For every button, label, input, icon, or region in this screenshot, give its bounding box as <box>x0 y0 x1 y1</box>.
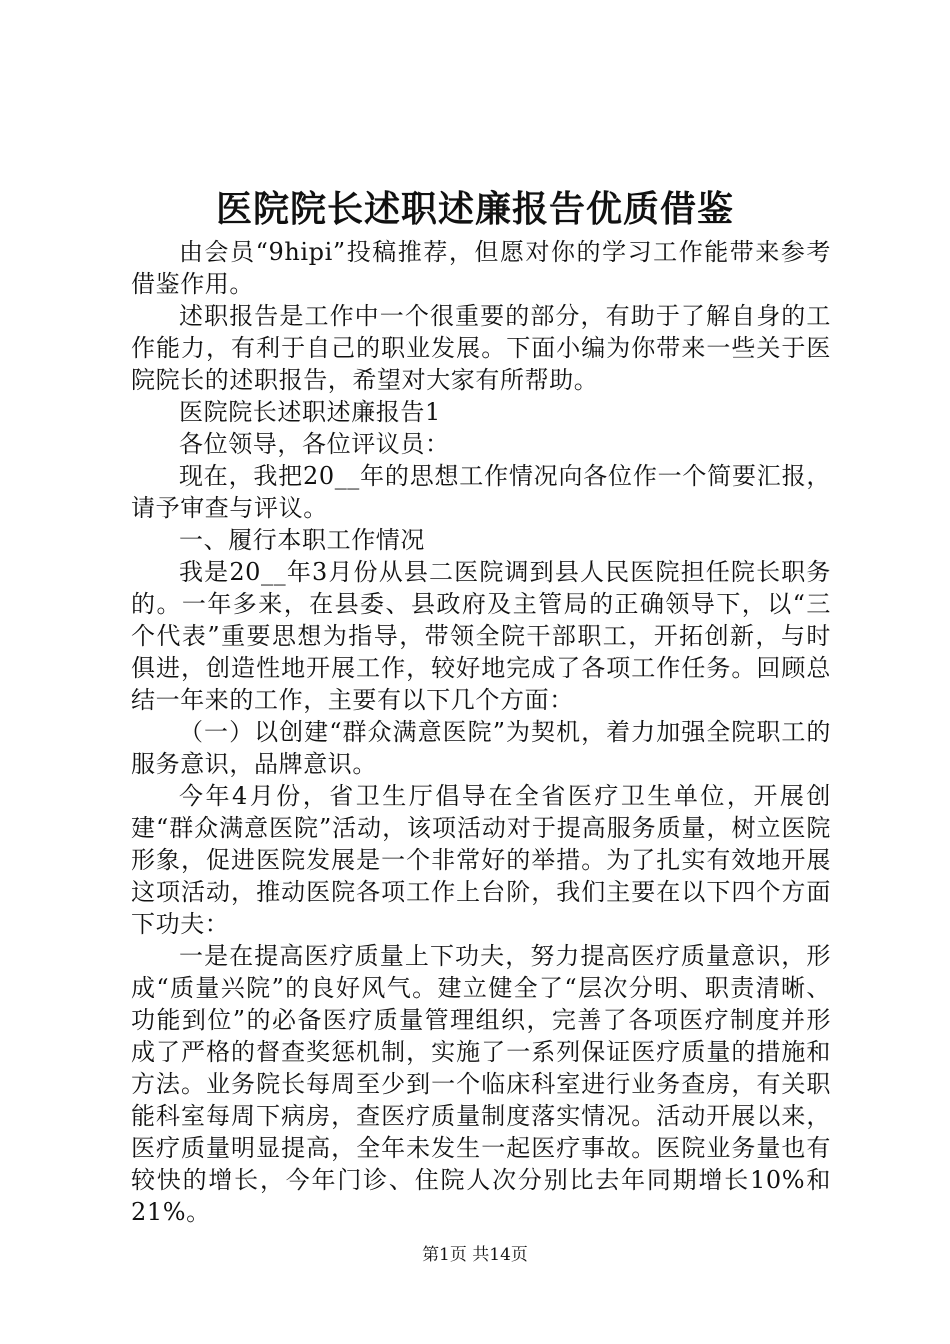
paragraph: 我是20__年3月份从县二医院调到县人民医院担任院长职务的。一年多来，在县委、县政府及主管局的正确领导下，以“三个代表”重要思想为指导，带领全院干部职工，开拓创新，与时俱进，创造性地开展工作，较好地完成了各项工作任务。回顾总结一年来的工作，主要有以下几个方面： <box>131 558 831 714</box>
paragraph: 述职报告是工作中一个很重要的部分，有助于了解自身的工作能力，有利于自己的职业发展。下面小编为你带来一些关于医院院长的述职报告，希望对大家有所帮助。 <box>131 302 831 394</box>
page-number-footer: 第1页 共14页 <box>422 1245 528 1265</box>
section-heading: 一、履行本职工作情况 <box>179 526 425 554</box>
paragraph: 由会员“9hipi”投稿推荐，但愿对你的学习工作能带来参考借鉴作用。 <box>131 238 831 298</box>
document-title: 医院院长述职述廉报告优质借鉴 <box>215 188 734 230</box>
paragraph: 现在，我把20__年的思想工作情况向各位作一个简要汇报，请予审查与评议。 <box>131 462 831 522</box>
subsection-heading: （一）以创建“群众满意医院”为契机，着力加强全院职工的服务意识，品牌意识。 <box>131 718 831 778</box>
paragraph: 今年4月份，省卫生厅倡导在全省医疗卫生单位，开展创建“群众满意医院”活动，该项活动对于提高服务质量，树立医院形象，促进医院发展是一个非常好的举措。为了扎实有效地开展这项活动，推动医院各项工作上台阶，我们主要在以下四个方面下功夫： <box>131 782 831 938</box>
paragraph: 一是在提高医疗质量上下功夫，努力提高医疗质量意识，形成“质量兴院”的良好风气。建立健全了“层次分明、职责清晰、功能到位”的必备医疗质量管理组织，完善了各项医疗制度并形成了严格的督查奖惩机制，实施了一系列保证医疗质量的措施和方法。业务院长每周至少到一个临床科室进行业务查房，有关职能科室每周下病房，查医疗质量制度落实情况。活动开展以来，医疗质量明显提高，全年未发生一起医疗事故。医院业务量也有较快的增长，今年门诊、住院人次分别比去年同期增长10%和21%。 <box>131 942 831 1226</box>
section-heading: 医院院长述职述廉报告1 <box>179 398 441 426</box>
document-body <box>131 236 831 1228</box>
salutation: 各位领导，各位评议员： <box>179 430 450 458</box>
